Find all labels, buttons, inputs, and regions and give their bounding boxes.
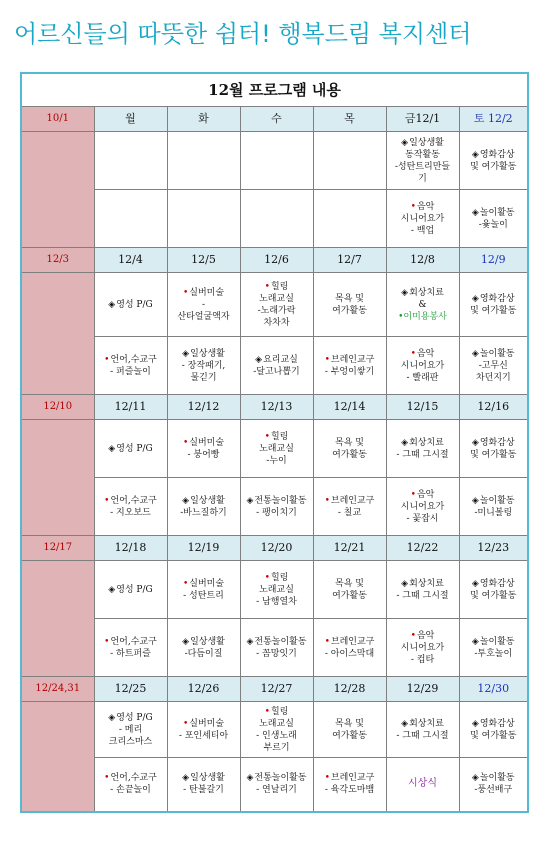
week-side-cell bbox=[21, 702, 94, 812]
program-schedule-table bbox=[20, 72, 529, 813]
dot-bullet-icon: • bbox=[324, 773, 330, 784]
activity-cell bbox=[94, 758, 167, 812]
activity-cell bbox=[167, 478, 240, 536]
activity-cell bbox=[459, 561, 528, 619]
diamond-bullet-icon: ◈ bbox=[108, 584, 116, 595]
dot-bullet-icon: • bbox=[410, 489, 416, 500]
day-header: 화 bbox=[167, 107, 240, 132]
activity-title: 전통놀이활동 bbox=[254, 636, 307, 647]
dot-bullet-icon: • bbox=[324, 495, 330, 506]
week-start-date: 12/24,31 bbox=[21, 677, 94, 702]
activity-title: 실버미술 bbox=[189, 287, 225, 298]
activity-cell bbox=[167, 273, 240, 337]
activity-cell bbox=[167, 420, 240, 478]
activity-cell bbox=[240, 132, 313, 190]
diamond-bullet-icon: ◈ bbox=[471, 293, 479, 304]
afternoon-activity-row bbox=[21, 190, 528, 248]
activity-title: 목욕 및 여가활동 bbox=[332, 437, 367, 460]
week-side-cell bbox=[21, 561, 94, 677]
diamond-bullet-icon: ◈ bbox=[401, 437, 409, 448]
activity-title: 영성 P/G bbox=[116, 443, 153, 454]
activity-detail: - 인생노래 부르기 bbox=[256, 730, 297, 753]
morning-activity-row bbox=[21, 273, 528, 337]
activity-title: 회상치료 bbox=[409, 578, 444, 589]
activity-cell bbox=[240, 758, 313, 812]
diamond-bullet-icon: ◈ bbox=[471, 348, 479, 359]
activity-detail: - 산타얼굴액자 bbox=[177, 299, 230, 322]
diamond-bullet-icon: ◈ bbox=[255, 354, 263, 365]
activity-title: 일상생활 bbox=[190, 636, 225, 647]
activity-cell bbox=[386, 420, 459, 478]
morning-activity-row bbox=[21, 702, 528, 758]
activity-title: 회상치료 bbox=[409, 718, 444, 729]
activity-title: 회상치료 bbox=[409, 437, 444, 448]
activity-title: 전통놀이활동 bbox=[254, 495, 307, 506]
week-side-cell bbox=[21, 273, 94, 395]
day-header: 토 12/2 bbox=[459, 107, 528, 132]
activity-detail: - 지오보드 bbox=[110, 507, 151, 518]
dot-bullet-icon: • bbox=[182, 437, 189, 448]
dot-bullet-icon: • bbox=[104, 636, 110, 647]
day-header: 12/4 bbox=[94, 248, 167, 273]
day-header: 12/28 bbox=[313, 677, 386, 702]
activity-detail: - 포인세티아 bbox=[178, 730, 229, 741]
dot-bullet-icon: • bbox=[104, 495, 110, 506]
activity-title: 언어,수교구 bbox=[110, 636, 157, 647]
diamond-bullet-icon: ◈ bbox=[182, 348, 190, 359]
activity-cell bbox=[94, 478, 167, 536]
activity-cell bbox=[240, 561, 313, 619]
activity-detail: -달고나뽑기 bbox=[253, 366, 300, 377]
activity-detail: - 그때 그시절 bbox=[396, 590, 449, 601]
dot-bullet-icon: • bbox=[182, 287, 189, 298]
table-caption: 12월 프로그램 내용 bbox=[21, 73, 528, 107]
activity-detail: - 메리 크리스마스 bbox=[108, 724, 153, 747]
activity-cell bbox=[313, 273, 386, 337]
activity-cell bbox=[313, 190, 386, 248]
diamond-bullet-icon: ◈ bbox=[108, 443, 116, 454]
activity-detail: - 부엉이쌓기 bbox=[324, 366, 375, 377]
activity-cell bbox=[94, 420, 167, 478]
day-header: 월 bbox=[94, 107, 167, 132]
activity-cell bbox=[167, 702, 240, 758]
activity-detail: -투호놀이 bbox=[474, 648, 513, 659]
day-header: 12/21 bbox=[313, 536, 386, 561]
activity-detail: - 손끝놀이 bbox=[110, 785, 151, 796]
activity-title: 실버미술 bbox=[189, 437, 225, 448]
activity-cell bbox=[313, 758, 386, 812]
dot-bullet-icon: • bbox=[410, 348, 416, 359]
activity-cell bbox=[459, 619, 528, 677]
activity-detail: -미니볼링 bbox=[474, 507, 513, 518]
day-header: 12/13 bbox=[240, 395, 313, 420]
activity-detail: •이미용봉사 bbox=[398, 311, 447, 322]
dot-bullet-icon: • bbox=[264, 572, 270, 583]
activity-title: 음악 시니어요가 bbox=[400, 201, 445, 224]
day-header: 12/16 bbox=[459, 395, 528, 420]
activity-cell bbox=[94, 619, 167, 677]
activity-cell bbox=[386, 132, 459, 190]
day-header: 금12/1 bbox=[386, 107, 459, 132]
activity-detail: - 육각도마뱀 bbox=[324, 785, 375, 796]
diamond-bullet-icon: ◈ bbox=[471, 636, 479, 647]
activity-cell bbox=[240, 702, 313, 758]
diamond-bullet-icon: ◈ bbox=[246, 636, 254, 647]
dot-bullet-icon: • bbox=[264, 706, 270, 717]
activity-detail: - 백업 bbox=[410, 225, 435, 236]
activity-detail: - 꼼망잇기 bbox=[256, 648, 297, 659]
activity-title: 음악 시니어요가 bbox=[400, 489, 445, 512]
day-header: 12/8 bbox=[386, 248, 459, 273]
dot-bullet-icon: • bbox=[182, 578, 189, 589]
activity-title: 영화감상 및 여가활동 bbox=[470, 578, 517, 601]
diamond-bullet-icon: ◈ bbox=[471, 578, 479, 589]
center-title: 어르신들의 따뜻한 쉼터! 행복드림 복지센터 bbox=[14, 20, 472, 48]
activity-title: 언어,수교구 bbox=[110, 495, 157, 506]
activity-cell bbox=[167, 190, 240, 248]
diamond-bullet-icon: ◈ bbox=[401, 578, 409, 589]
activity-detail: - 남행열차 bbox=[256, 596, 297, 607]
dot-bullet-icon: • bbox=[264, 281, 270, 292]
activity-title: 브레인교구 bbox=[330, 354, 375, 365]
dot-bullet-icon: • bbox=[324, 354, 330, 365]
activity-title: 놀이활동 bbox=[479, 348, 515, 359]
activity-title: 영성 P/G bbox=[116, 712, 153, 723]
activity-detail: - 칠교 bbox=[337, 507, 362, 518]
day-header: 12/18 bbox=[94, 536, 167, 561]
activity-detail: - 그때 그시절 bbox=[396, 730, 449, 741]
activity-cell bbox=[459, 702, 528, 758]
week-header-row bbox=[21, 107, 528, 132]
activity-title: 목욕 및 여가활동 bbox=[332, 293, 367, 316]
activity-detail: 시상식 bbox=[408, 778, 437, 790]
day-header: 12/14 bbox=[313, 395, 386, 420]
activity-title: 목욕 및 여가활동 bbox=[332, 718, 367, 741]
activity-cell bbox=[167, 132, 240, 190]
day-header: 12/26 bbox=[167, 677, 240, 702]
day-header: 12/7 bbox=[313, 248, 386, 273]
activity-detail: - 퍼즐놀이 bbox=[110, 366, 151, 377]
day-header: 12/23 bbox=[459, 536, 528, 561]
week-start-date: 12/17 bbox=[21, 536, 94, 561]
activity-cell bbox=[313, 337, 386, 395]
diamond-bullet-icon: ◈ bbox=[471, 149, 479, 160]
activity-title: 영화감상 및 여가활동 bbox=[470, 437, 517, 460]
activity-title: 전통놀이활동 bbox=[254, 773, 307, 784]
diamond-bullet-icon: ◈ bbox=[401, 137, 409, 148]
activity-cell bbox=[386, 619, 459, 677]
dot-bullet-icon: • bbox=[264, 431, 270, 442]
dot-bullet-icon: • bbox=[410, 630, 416, 641]
activity-title: 힐링 노래교실 bbox=[259, 706, 294, 729]
activity-title: 힐링 노래교실 bbox=[259, 431, 294, 454]
activity-detail: -누이 bbox=[266, 455, 287, 466]
activity-title: 요리교실 bbox=[263, 354, 298, 365]
afternoon-activity-row bbox=[21, 758, 528, 812]
week-header-row bbox=[21, 248, 528, 273]
activity-title: 놀이활동 bbox=[479, 495, 515, 506]
day-header: 12/25 bbox=[94, 677, 167, 702]
activity-cell bbox=[94, 190, 167, 248]
activity-detail: - 팽이치기 bbox=[256, 507, 297, 518]
activity-title: 일상생활 bbox=[190, 495, 225, 506]
activity-cell bbox=[94, 337, 167, 395]
activity-title: 실버미술 bbox=[189, 718, 225, 729]
week-side-cell bbox=[21, 132, 94, 248]
activity-detail: - 장작패기, 물긷기 bbox=[181, 360, 226, 383]
day-header: 12/12 bbox=[167, 395, 240, 420]
activity-detail: - 탄불갈기 bbox=[183, 785, 224, 796]
dot-bullet-icon: • bbox=[104, 773, 110, 784]
week-start-date: 12/3 bbox=[21, 248, 94, 273]
week-start-date: 10/1 bbox=[21, 107, 94, 132]
activity-cell bbox=[386, 478, 459, 536]
activity-cell bbox=[167, 619, 240, 677]
activity-title: 브레인교구 bbox=[330, 773, 375, 784]
dot-bullet-icon: • bbox=[104, 354, 110, 365]
afternoon-activity-row bbox=[21, 337, 528, 395]
morning-activity-row bbox=[21, 132, 528, 190]
activity-title: 일상생활 bbox=[190, 773, 225, 784]
activity-cell bbox=[459, 337, 528, 395]
activity-title: 영화감상 및 여가활동 bbox=[470, 293, 517, 316]
activity-cell bbox=[167, 561, 240, 619]
afternoon-activity-row bbox=[21, 619, 528, 677]
activity-detail: - 하트퍼즐 bbox=[110, 648, 151, 659]
diamond-bullet-icon: ◈ bbox=[471, 437, 479, 448]
week-side-cell bbox=[21, 420, 94, 536]
activity-cell bbox=[459, 273, 528, 337]
activity-cell bbox=[459, 190, 528, 248]
activity-title: 놀이활동 bbox=[479, 636, 515, 647]
activity-cell bbox=[313, 702, 386, 758]
activity-title: 놀이활동 bbox=[479, 773, 515, 784]
activity-title: 영화감상 및 여가활동 bbox=[470, 718, 517, 741]
diamond-bullet-icon: ◈ bbox=[471, 773, 479, 784]
dot-bullet-icon: • bbox=[410, 201, 416, 212]
diamond-bullet-icon: ◈ bbox=[108, 299, 116, 310]
activity-detail: - 빨래판 bbox=[406, 372, 439, 383]
day-header: 12/22 bbox=[386, 536, 459, 561]
diamond-bullet-icon: ◈ bbox=[471, 718, 479, 729]
dot-bullet-icon: • bbox=[324, 636, 330, 647]
activity-cell bbox=[167, 337, 240, 395]
activity-title: 영성 P/G bbox=[116, 299, 153, 310]
day-header: 12/15 bbox=[386, 395, 459, 420]
activity-title: 언어,수교구 bbox=[110, 773, 157, 784]
activity-detail: - 성탄트리 bbox=[183, 590, 224, 601]
activity-title: 목욕 및 여가활동 bbox=[332, 578, 367, 601]
diamond-bullet-icon: ◈ bbox=[108, 712, 116, 723]
afternoon-activity-row bbox=[21, 478, 528, 536]
diamond-bullet-icon: ◈ bbox=[401, 718, 409, 729]
day-header: 12/6 bbox=[240, 248, 313, 273]
activity-cell bbox=[459, 478, 528, 536]
activity-title: 놀이활동 bbox=[479, 207, 515, 218]
activity-title: 실버미술 bbox=[189, 578, 225, 589]
day-header: 12/9 bbox=[459, 248, 528, 273]
morning-activity-row bbox=[21, 420, 528, 478]
diamond-bullet-icon: ◈ bbox=[182, 773, 190, 784]
week-header-row bbox=[21, 395, 528, 420]
day-header: 12/19 bbox=[167, 536, 240, 561]
activity-title: 힐링 노래교실 bbox=[259, 572, 294, 595]
activity-detail: -노래가락 차차차 bbox=[257, 305, 296, 328]
activity-detail: -윷놀이 bbox=[478, 219, 508, 230]
dot-bullet-icon: • bbox=[182, 718, 189, 729]
activity-cell bbox=[94, 702, 167, 758]
activity-title: 영화감상 및 여가활동 bbox=[470, 149, 517, 172]
activity-title: 음악 시니어요가 bbox=[400, 630, 445, 653]
activity-cell bbox=[94, 273, 167, 337]
activity-cell bbox=[313, 420, 386, 478]
activity-cell bbox=[94, 132, 167, 190]
activity-detail: - 그때 그시절 bbox=[396, 449, 449, 460]
day-header: 목 bbox=[313, 107, 386, 132]
day-header: 12/27 bbox=[240, 677, 313, 702]
activity-title: 음악 시니어요가 bbox=[400, 348, 445, 371]
day-header: 12/11 bbox=[94, 395, 167, 420]
diamond-bullet-icon: ◈ bbox=[246, 773, 254, 784]
activity-cell bbox=[459, 132, 528, 190]
activity-detail: - 컵타 bbox=[410, 654, 435, 665]
day-header: 12/20 bbox=[240, 536, 313, 561]
activity-cell bbox=[386, 758, 459, 812]
day-header: 12/5 bbox=[167, 248, 240, 273]
activity-cell bbox=[386, 702, 459, 758]
activity-cell bbox=[459, 758, 528, 812]
activity-cell bbox=[240, 273, 313, 337]
activity-detail: - 꽃잡시 bbox=[406, 513, 439, 524]
activity-title: 일상생활 bbox=[190, 348, 225, 359]
activity-detail: - 연날리기 bbox=[256, 785, 297, 796]
week-header-row bbox=[21, 536, 528, 561]
week-start-date: 12/10 bbox=[21, 395, 94, 420]
diamond-bullet-icon: ◈ bbox=[182, 636, 190, 647]
activity-title: 회상치료 & bbox=[409, 287, 444, 310]
activity-cell bbox=[313, 561, 386, 619]
diamond-bullet-icon: ◈ bbox=[401, 287, 409, 298]
activity-cell bbox=[386, 190, 459, 248]
diamond-bullet-icon: ◈ bbox=[471, 207, 479, 218]
activity-title: 브레인교구 bbox=[330, 495, 375, 506]
activity-title: 브레인교구 bbox=[330, 636, 375, 647]
activity-title: 영성 P/G bbox=[116, 584, 153, 595]
activity-cell bbox=[313, 132, 386, 190]
activity-detail: -바느질하기 bbox=[180, 507, 227, 518]
week-header-row bbox=[21, 677, 528, 702]
activity-cell bbox=[313, 478, 386, 536]
activity-cell bbox=[386, 561, 459, 619]
activity-cell bbox=[167, 758, 240, 812]
activity-cell bbox=[240, 619, 313, 677]
activity-title: 언어,수교구 bbox=[110, 354, 157, 365]
activity-detail: - 아이스막대 bbox=[324, 648, 375, 659]
morning-activity-row bbox=[21, 561, 528, 619]
day-header: 12/30 bbox=[459, 677, 528, 702]
activity-cell bbox=[313, 619, 386, 677]
activity-title: 힐링 노래교실 bbox=[259, 281, 294, 304]
activity-cell bbox=[386, 273, 459, 337]
activity-cell bbox=[240, 478, 313, 536]
activity-cell bbox=[386, 337, 459, 395]
diamond-bullet-icon: ◈ bbox=[182, 495, 190, 506]
day-header: 수 bbox=[240, 107, 313, 132]
activity-detail: -풍선배구 bbox=[474, 785, 513, 796]
day-header: 12/29 bbox=[386, 677, 459, 702]
activity-detail: -고무신 차던지기 bbox=[475, 360, 511, 383]
activity-detail: -다듬이질 bbox=[184, 648, 223, 659]
activity-title: 일상생활 동작활동 bbox=[405, 137, 444, 160]
activity-cell bbox=[240, 420, 313, 478]
activity-cell bbox=[459, 420, 528, 478]
diamond-bullet-icon: ◈ bbox=[471, 495, 479, 506]
activity-cell bbox=[94, 561, 167, 619]
diamond-bullet-icon: ◈ bbox=[246, 495, 254, 506]
activity-detail: - 붕어빵 bbox=[187, 449, 220, 460]
activity-detail: -성탄트리만들 기 bbox=[394, 161, 451, 184]
activity-cell bbox=[240, 337, 313, 395]
activity-cell bbox=[240, 190, 313, 248]
